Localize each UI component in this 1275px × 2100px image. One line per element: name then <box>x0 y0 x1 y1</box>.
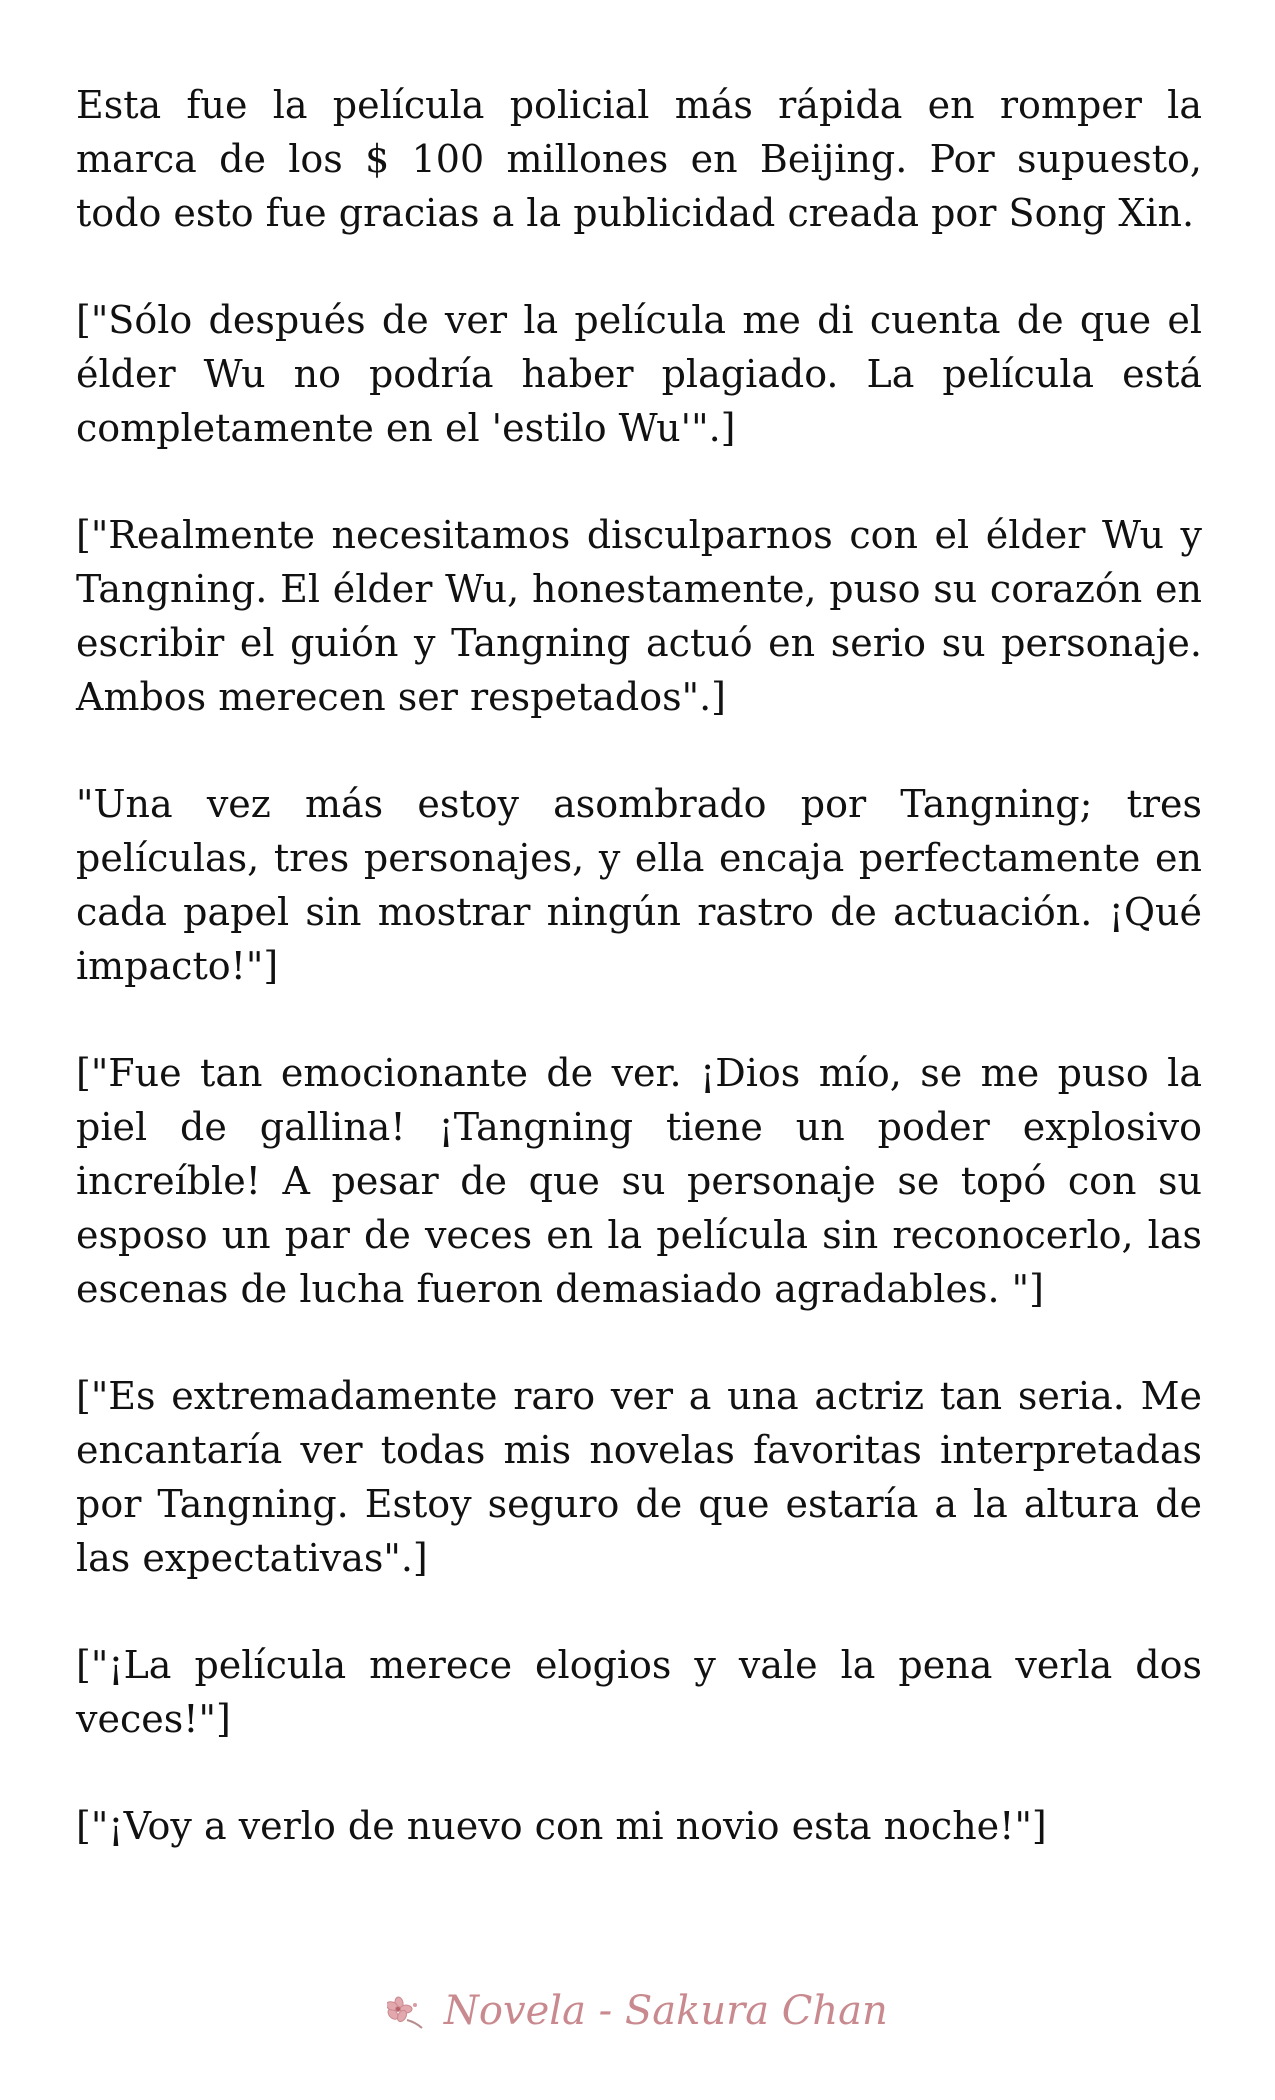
paragraph: Esta fue la película policial más rápida en romper la marca de los $ 100 millones en Beijing. Por supuesto, todo esto fue gracias a la publicidad creada por Song Xin. <box>76 83 1202 235</box>
paragraph: ["¡La película merece elogios y vale la pena verla dos veces!"] <box>76 1643 1202 1741</box>
watermark-footer <box>0 1985 1275 2034</box>
document-body <box>76 78 1202 1906</box>
sakura-flower-icon <box>387 1994 425 2028</box>
watermark-text: Novela - Sakura Chan <box>443 1988 888 2034</box>
paragraph: ["Sólo después de ver la película me di cuenta de que el élder Wu no podría haber plagiado. La película está completamente en el 'estilo Wu'".] <box>76 298 1202 450</box>
paragraph: ["Es extremadamente raro ver a una actriz tan seria. Me encantaría ver todas mis novelas favoritas interpretadas por Tangning. Estoy seguro de que estaría a la altura de las expectativas".] <box>76 1374 1202 1580</box>
paragraph: ["¡Voy a verlo de nuevo con mi novio esta noche!"] <box>76 1804 1047 1848</box>
paragraph: "Una vez más estoy asombrado por Tangning; tres películas, tres personajes, y ella encaja perfectamente en cada papel sin mostrar ningún rastro de actuación. ¡Qué impacto!"] <box>76 782 1202 988</box>
paragraph: ["Realmente necesitamos disculparnos con el élder Wu y Tangning. El élder Wu, honestamente, puso su corazón en escribir el guión y Tangning actuó en serio su personaje. Ambos merecen ser respetados".] <box>76 513 1202 719</box>
paragraph: ["Fue tan emocionante de ver. ¡Dios mío, se me puso la piel de gallina! ¡Tangning tiene un poder explosivo increíble! A pesar de que su personaje se topó con su esposo un par de veces en la película sin reconocerlo, las escenas de lucha fueron demasiado agradables. "] <box>76 1051 1202 1311</box>
